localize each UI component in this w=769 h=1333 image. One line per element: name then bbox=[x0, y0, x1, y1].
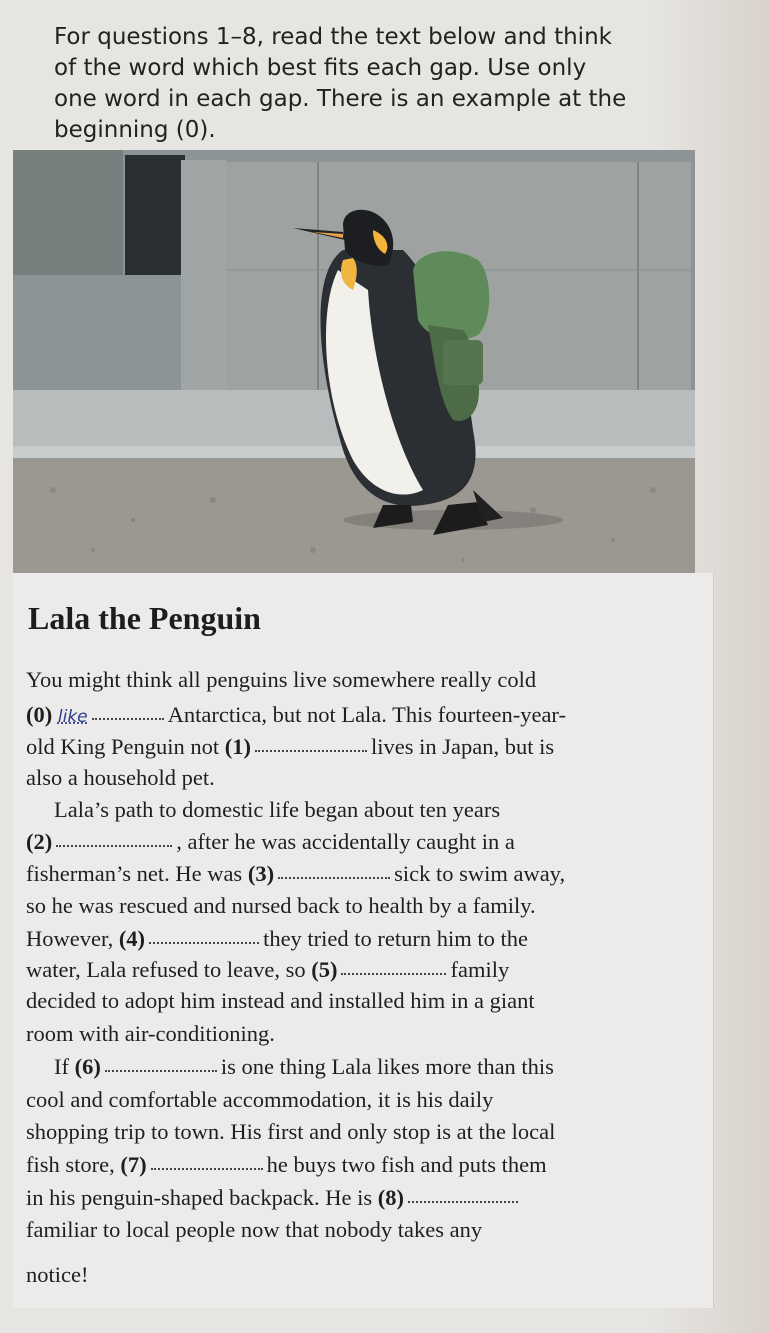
article-text: However, bbox=[26, 926, 114, 951]
article-line bbox=[26, 1185, 522, 1211]
article-text: shopping trip to town. His first and only stop is at the local bbox=[26, 1119, 556, 1144]
gap-number-3: (3) bbox=[247, 861, 275, 886]
instructions-line: one word in each gap. There is an example at the bbox=[54, 86, 627, 112]
article-text: fish store, bbox=[26, 1152, 115, 1177]
article-text: sick to swim away, bbox=[394, 861, 566, 886]
instructions-line: beginning (0). bbox=[54, 117, 216, 143]
gap-number-5: (5) bbox=[311, 957, 338, 982]
article-text: room with air-conditioning. bbox=[26, 1021, 275, 1046]
article-line bbox=[26, 1119, 555, 1145]
gap-blank-7[interactable] bbox=[151, 1168, 263, 1170]
gap-blank-3[interactable] bbox=[278, 877, 390, 879]
article-line bbox=[26, 1217, 482, 1243]
gap-number-0: (0) bbox=[26, 702, 53, 727]
gap-blank-8[interactable] bbox=[408, 1201, 518, 1203]
article-text: , after he was accidentally caught in a bbox=[176, 829, 515, 854]
article-line bbox=[26, 861, 565, 887]
article-text: he buys two fish and puts them bbox=[266, 1152, 547, 1177]
gap-blank-2[interactable] bbox=[56, 845, 172, 847]
article-text: they tried to return him to the bbox=[263, 926, 528, 951]
gap-blank-1[interactable] bbox=[255, 750, 367, 752]
article-text: also a household pet. bbox=[26, 765, 215, 790]
article-line bbox=[26, 1262, 88, 1288]
article-line bbox=[26, 734, 554, 760]
article-line bbox=[26, 988, 535, 1014]
article-text: notice! bbox=[26, 1262, 89, 1287]
gap-blank-6[interactable] bbox=[105, 1070, 217, 1072]
article-line bbox=[26, 893, 536, 919]
article-text: in his penguin-shaped backpack. He is bbox=[26, 1185, 373, 1210]
article-line bbox=[26, 926, 528, 952]
gap-number-4: (4) bbox=[118, 926, 146, 951]
gap-number-6: (6) bbox=[74, 1054, 101, 1079]
article-line bbox=[54, 797, 500, 823]
article-text: water, Lala refused to leave, so bbox=[26, 957, 306, 982]
penguin-photo bbox=[13, 150, 695, 573]
instructions-line: of the word which best fits each gap. Use only bbox=[54, 55, 587, 81]
article-line bbox=[26, 957, 509, 983]
article-line bbox=[26, 1087, 493, 1113]
gap-blank-5[interactable] bbox=[341, 973, 446, 975]
article-text: fisherman’s net. He was bbox=[26, 861, 243, 886]
article-text: lives in Japan, but is bbox=[371, 734, 555, 759]
gap-number-8: (8) bbox=[377, 1185, 405, 1210]
article-text: Lala’s path to domestic life began about ten years bbox=[54, 797, 501, 822]
gap-number-7: (7) bbox=[120, 1152, 147, 1177]
gap-number-1: (1) bbox=[224, 734, 252, 759]
article-text: decided to adopt him instead and installed him in a giant bbox=[26, 988, 535, 1013]
article-title: Lala the Penguin bbox=[28, 600, 261, 636]
article-text: You might think all penguins live somewhere really cold bbox=[26, 667, 537, 692]
article-line bbox=[26, 702, 566, 728]
article-text: old King Penguin not bbox=[26, 734, 220, 759]
instructions bbox=[54, 22, 694, 146]
article-line bbox=[26, 667, 536, 693]
article-text: If bbox=[54, 1054, 69, 1079]
gap-blank-4[interactable] bbox=[149, 942, 259, 944]
gap-blank-0 bbox=[92, 718, 164, 720]
article-text: familiar to local people now that nobody takes any bbox=[26, 1217, 483, 1242]
article-line bbox=[54, 1054, 554, 1080]
article-text: family bbox=[450, 957, 510, 982]
article-line bbox=[26, 1152, 547, 1178]
example-answer: like bbox=[57, 707, 88, 727]
article-text: is one thing Lala likes more than this bbox=[220, 1054, 554, 1079]
instructions-line: For questions 1–8, read the text below and think bbox=[54, 24, 612, 50]
gap-number-2: (2) bbox=[26, 829, 53, 854]
article-line bbox=[26, 765, 215, 791]
article-line bbox=[26, 1021, 275, 1047]
article-text: Antarctica, but not Lala. This fourteen-year- bbox=[167, 702, 566, 727]
article-text: so he was rescued and nursed back to health by a family. bbox=[26, 893, 536, 918]
article-text: cool and comfortable accommodation, it is his daily bbox=[26, 1087, 494, 1112]
article-line bbox=[26, 829, 515, 855]
